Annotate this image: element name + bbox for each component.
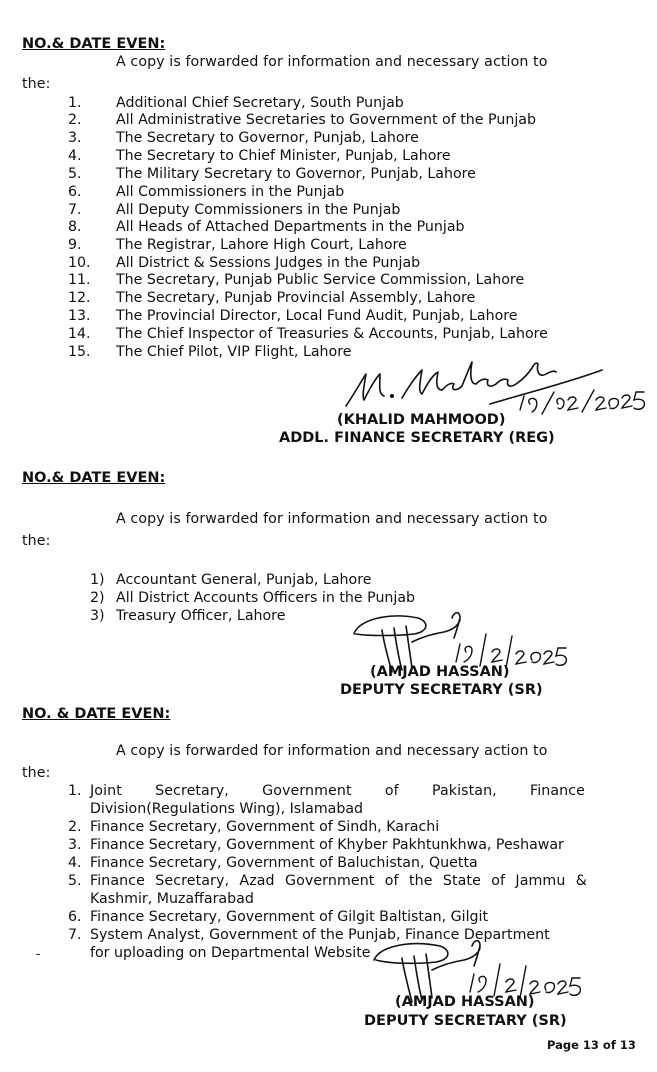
item-number: 2)	[90, 590, 105, 606]
item-number: 15.	[68, 344, 91, 360]
word: Pakistan,	[431, 783, 497, 799]
item-text: The Registrar, Lahore High Court, Lahore	[116, 237, 407, 253]
item-text: Accountant General, Punjab, Lahore	[116, 572, 372, 588]
section2-heading: NO.& DATE EVEN:	[22, 470, 166, 486]
item-number: 11.	[68, 272, 91, 288]
item-number: 13.	[68, 308, 91, 324]
section3-the: the:	[22, 765, 51, 781]
item-text: All District Accounts Officers in the Punjab	[116, 590, 416, 606]
item-number: 2.	[68, 819, 82, 835]
item-number: 2.	[68, 112, 82, 128]
word: of	[384, 873, 399, 889]
item-text-line2: Kashmir, Muzaffarabad	[90, 891, 254, 907]
item-text-line2: Division(Regulations Wing), Islamabad	[90, 801, 364, 817]
signatory-name: (KHALID MAHMOOD)	[337, 412, 506, 428]
word: Secretary,	[155, 783, 229, 799]
item-text: The Secretary, Punjab Public Service Commission, Lahore	[116, 272, 525, 288]
word: Azad	[239, 873, 275, 889]
word: State	[442, 873, 481, 889]
word: of	[491, 873, 506, 889]
item-text: Finance Secretary, Government of Sindh, Karachi	[90, 819, 440, 835]
signatory-designation: DEPUTY SECRETARY (SR)	[364, 1013, 567, 1029]
item-number: 7.	[68, 202, 82, 218]
page-number: Page 13 of 13	[547, 1038, 636, 1052]
item-number: 10.	[68, 255, 91, 271]
item-text: The Chief Pilot, VIP Flight, Lahore	[116, 344, 352, 360]
item-text: Finance Secretary, Government of Baluchistan, Quetta	[90, 855, 478, 871]
item-number: 8.	[68, 219, 82, 235]
item-number: 1.	[68, 95, 82, 111]
item-text: All Heads of Attached Departments in the Punjab	[116, 219, 465, 235]
item-number: 1)	[90, 572, 105, 588]
item-number: 9.	[68, 237, 82, 253]
word: of	[384, 783, 399, 799]
signatory-name: (AMJAD HASSAN)	[395, 994, 535, 1010]
stray-mark	[36, 954, 40, 955]
item-number: 5.	[68, 166, 82, 182]
section1-intro: A copy is forwarded for information and necessary action to	[116, 54, 548, 70]
section2-the: the:	[22, 533, 51, 549]
word: Joint	[90, 783, 122, 799]
word: Government	[284, 873, 375, 889]
section3-intro: A copy is forwarded for information and necessary action to	[116, 743, 548, 759]
item-number: 5.	[68, 873, 82, 889]
item-number: 3.	[68, 837, 82, 853]
signatory-designation: DEPUTY SECRETARY (SR)	[340, 682, 543, 698]
item-number: 3)	[90, 608, 105, 624]
item-text-line2: for uploading on Departmental Website	[90, 945, 371, 961]
section2-intro: A copy is forwarded for information and necessary action to	[116, 511, 548, 527]
signatory-designation: ADDL. FINANCE SECRETARY (REG)	[279, 430, 555, 446]
section3-heading: NO. & DATE EVEN:	[22, 706, 171, 722]
word: the	[408, 873, 433, 889]
item-text: The Secretary to Chief Minister, Punjab, Lahore	[116, 148, 451, 164]
item-text-line1	[90, 783, 585, 799]
item-text: All District & Sessions Judges in the Punjab	[116, 255, 421, 271]
item-number: 6.	[68, 909, 82, 925]
item-text: System Analyst, Government of the Punjab, Finance Department	[90, 927, 550, 943]
section1-heading: NO.& DATE EVEN:	[22, 36, 166, 52]
word: Jammu	[515, 873, 566, 889]
item-text: All Administrative Secretaries to Government of the Punjab	[116, 112, 536, 128]
item-text-line1	[90, 873, 587, 889]
item-text: Finance Secretary, Government of Gilgit Baltistan, Gilgit	[90, 909, 489, 925]
item-text: The Military Secretary to Governor, Punjab, Lahore	[116, 166, 476, 182]
item-number: 7.	[68, 927, 82, 943]
item-text: All Commissioners in the Punjab	[116, 184, 345, 200]
word: Finance	[530, 783, 585, 799]
item-text: The Chief Inspector of Treasuries & Accounts, Punjab, Lahore	[116, 326, 548, 342]
item-text: The Secretary to Governor, Punjab, Lahore	[116, 130, 419, 146]
item-text: The Secretary, Punjab Provincial Assembly, Lahore	[116, 290, 476, 306]
item-text: All Deputy Commissioners in the Punjab	[116, 202, 401, 218]
item-number: 1.	[68, 783, 82, 799]
item-text: Additional Chief Secretary, South Punjab	[116, 95, 404, 111]
word: Finance	[90, 873, 145, 889]
item-text: Treasury Officer, Lahore	[116, 608, 286, 624]
item-text: Finance Secretary, Government of Khyber Pakhtunkhwa, Peshawar	[90, 837, 564, 853]
word: &	[575, 873, 587, 889]
word: Government	[262, 783, 352, 799]
item-number: 3.	[68, 130, 82, 146]
item-number: 6.	[68, 184, 82, 200]
item-number: 12.	[68, 290, 91, 306]
section1-the: the:	[22, 76, 51, 92]
item-number: 14.	[68, 326, 91, 342]
signatory-name: (AMJAD HASSAN)	[370, 664, 510, 680]
item-text: The Provincial Director, Local Fund Audit, Punjab, Lahore	[116, 308, 518, 324]
item-number: 4.	[68, 855, 82, 871]
item-number: 4.	[68, 148, 82, 164]
word: Secretary,	[155, 873, 230, 889]
